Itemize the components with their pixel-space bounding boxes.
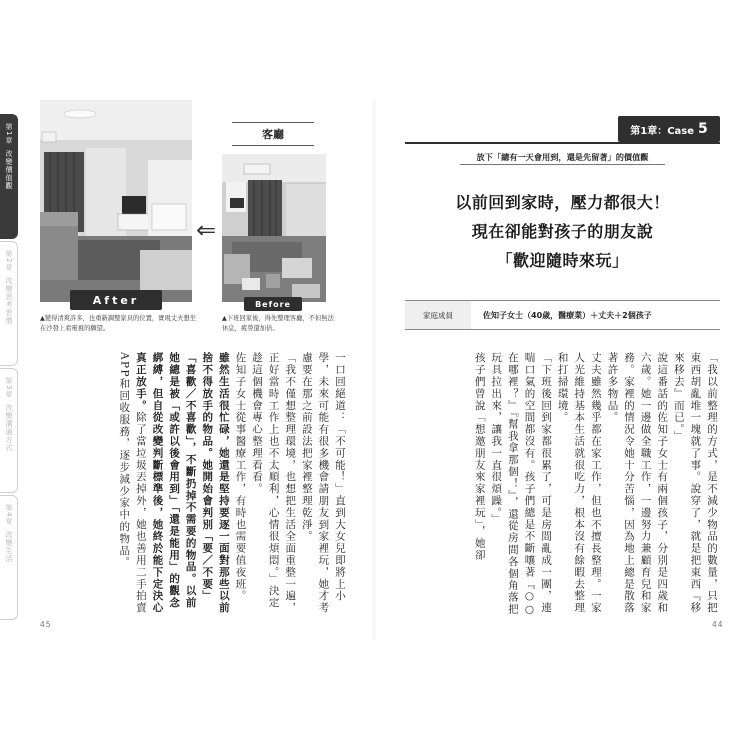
side-tab-title: 改變溝通方式 xyxy=(5,404,13,453)
side-tab-title: 改變生活 xyxy=(5,531,13,564)
side-tab-chapter: 第1章 xyxy=(5,123,13,145)
body-paragraph: 孩子們曾說「想邀朋友來家裡玩」，她卻 xyxy=(473,352,486,561)
before-label: Before xyxy=(244,297,302,311)
body-paragraph: 佐知子女士從事醫療工作，有時也需要值夜班。 xyxy=(234,352,247,602)
headline-line: 以前回到家時，壓力都很大！ xyxy=(455,193,670,212)
chapter-rule xyxy=(405,142,720,144)
side-tab-chapter: 第3章 xyxy=(5,377,13,399)
side-tab-title: 改變思考習慣 xyxy=(5,277,13,326)
page-number-left: 45 xyxy=(40,620,52,629)
side-tab-chapter-2[interactable] xyxy=(0,241,18,366)
bold-text: 雖然生活很忙碌，她還是堅持要逐一面對那些以前捨不得放手的物品。她開始會判別「要／不要」「喜歡／不喜歡」，不斷扔掉不需要的物品。以前她總是被「或許以後會用到」「還是能用」的觀念綁縛，但自從改變判斷標準後，她終於能下定決心真正放手。 xyxy=(134,352,230,614)
body-paragraph: 「我以前整理的方式，是不減少物品的數量，只把東西胡亂堆一塊就了事。說穿了，就是把東西『移來移去』而已。」 xyxy=(672,352,718,614)
case-headline xyxy=(405,188,720,275)
subtitle-underline xyxy=(460,164,665,165)
family-value: 佐知子女士（40歲，醫療業）＋丈夫＋2個孩子 xyxy=(483,310,652,320)
after-photo xyxy=(40,100,192,302)
after-caption: ▲變得清爽許多，也重新調整家具的位置，實現丈夫想坐在沙發上看電視的願望。 xyxy=(40,315,196,332)
body-paragraph: 「下班後回到家都很累了，可是房間亂成一團，連喘口氣的空間都沒有。孩子們總是不斷嚷著『○○在哪裡？』『幫我拿那個！』，還從房間各個角落把玩具拉出來，讓我一直很煩躁。」 xyxy=(490,352,553,617)
arrow-left-icon: ⇐ xyxy=(196,216,217,244)
book-spread xyxy=(0,100,750,640)
right-page-body xyxy=(405,352,720,618)
page-number-right: 44 xyxy=(712,620,724,629)
body-paragraph: 說這番話的佐知子女士有兩個孩子，分別是四歲和六歲。她一邊做全職工作，一邊努力兼顧育兒和家務。家裡的情況令她十分苦惱，因為地上總是散落著許多物品。 xyxy=(606,352,669,614)
case-number: 5 xyxy=(698,121,708,137)
body-paragraph: 「我不僅想整理環境，也想把生活全面重整一遍，正好當時工作上也不太順利，心情很煩悶。」決定趁這個機會專心整理看看。 xyxy=(251,352,297,614)
headline-line: 「歡迎隨時來玩」 xyxy=(496,251,629,270)
family-members-bar xyxy=(405,300,720,330)
body-paragraph: 一口回絕道：「不可能！」直到大女兒即將上小學，未來可能有很多機會請朋友到家裡玩，她才考慮要在那之前設法把家裡整理乾淨。 xyxy=(300,352,346,614)
body-paragraph-mixed xyxy=(116,352,232,618)
chapter-label: 第1章：Case xyxy=(630,125,695,137)
side-tab-chapter: 第2章 xyxy=(5,250,13,272)
side-tab-chapter-3[interactable] xyxy=(0,368,18,493)
body-paragraph: 丈夫雖然幾乎都在家工作，但也不擅長整理。一家人光維持基本生活就很吃力，根本沒有餘暇去整理和打掃環境。 xyxy=(556,352,602,614)
before-photo xyxy=(222,154,326,302)
after-label: After xyxy=(70,290,162,310)
case-subtitle: 放下「總有一天會用到，還是先留著」的價值觀 xyxy=(476,152,649,162)
side-tab-chapter: 第4章 xyxy=(5,504,13,526)
side-tab-chapter-1[interactable] xyxy=(0,114,18,239)
spine-shadow xyxy=(373,100,377,640)
room-label: 客廳 xyxy=(232,122,314,146)
side-tab-chapter-4[interactable] xyxy=(0,495,18,620)
side-tab-title: 改變價值觀 xyxy=(5,150,13,191)
before-caption: ▲下班回家後，得先整理客廳，不但無法休息，疲勞還加倍。 xyxy=(222,315,334,332)
left-page-body xyxy=(40,352,348,618)
chapter-side-tabs xyxy=(0,114,18,622)
headline-line: 現在卻能對孩子的朋友說 xyxy=(471,222,654,241)
family-tag: 家庭成員 xyxy=(405,301,471,329)
chapter-case-tab xyxy=(618,116,720,142)
body-text: 除了當垃圾丟掉外，她也善用二手拍賣APP和回收服務，逐步減少家中的物品。 xyxy=(118,352,147,614)
